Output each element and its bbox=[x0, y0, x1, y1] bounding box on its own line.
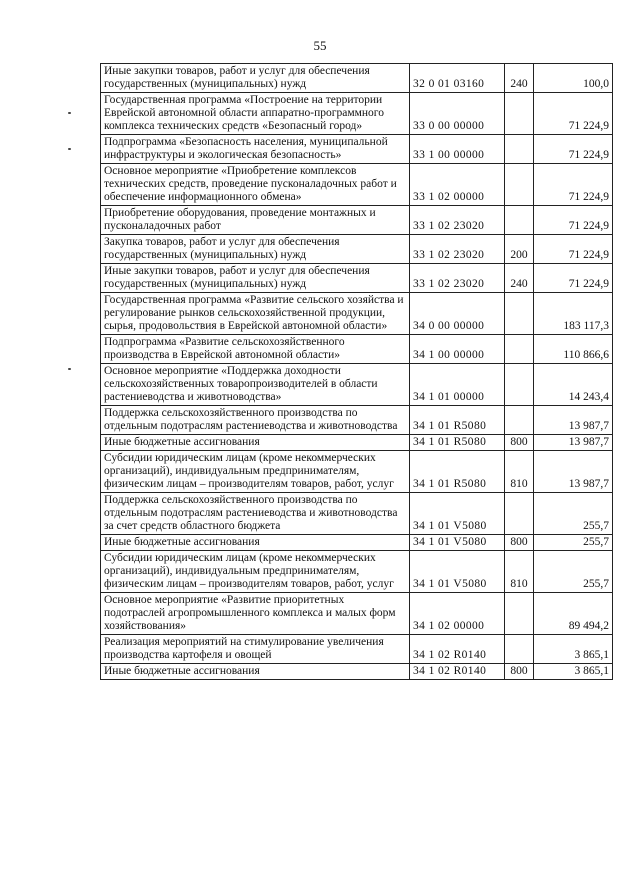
row-name: Иные бюджетные ассигнования bbox=[101, 664, 410, 680]
row-expense-type bbox=[505, 335, 534, 364]
row-code: 34 0 00 00000 bbox=[410, 293, 505, 335]
row-code: 34 1 02 00000 bbox=[410, 593, 505, 635]
row-amount: 71 224,9 bbox=[534, 206, 613, 235]
table-row bbox=[101, 235, 613, 264]
row-amount: 13 987,7 bbox=[534, 435, 613, 451]
row-name: Государственная программа «Развитие сельского хозяйства и регулирование рынков сельскохозяйственной продукции, сырья, продовольствия в Еврейской автономной области» bbox=[101, 293, 410, 335]
row-amount: 13 987,7 bbox=[534, 451, 613, 493]
row-expense-type: 810 bbox=[505, 451, 534, 493]
row-name: Подпрограмма «Безопасность населения, муниципальной инфраструктуры и экологическая безопасность» bbox=[101, 135, 410, 164]
row-expense-type: 200 bbox=[505, 235, 534, 264]
table-row bbox=[101, 293, 613, 335]
row-code: 34 1 01 V5080 bbox=[410, 535, 505, 551]
row-amount: 255,7 bbox=[534, 551, 613, 593]
table-row bbox=[101, 406, 613, 435]
row-name: Основное мероприятие «Развитие приоритетных подотраслей агропромышленного комплекса и малых форм хозяйствования» bbox=[101, 593, 410, 635]
row-expense-type bbox=[505, 364, 534, 406]
row-code: 34 1 01 R5080 bbox=[410, 406, 505, 435]
row-amount: 89 494,2 bbox=[534, 593, 613, 635]
row-expense-type: 800 bbox=[505, 664, 534, 680]
row-amount: 71 224,9 bbox=[534, 93, 613, 135]
row-name: Поддержка сельскохозяйственного производства по отдельным подотраслям растениеводства и животноводства bbox=[101, 406, 410, 435]
row-expense-type: 800 bbox=[505, 435, 534, 451]
row-amount: 3 865,1 bbox=[534, 664, 613, 680]
table-row bbox=[101, 335, 613, 364]
table-row bbox=[101, 635, 613, 664]
row-amount: 183 117,3 bbox=[534, 293, 613, 335]
row-code: 34 1 00 00000 bbox=[410, 335, 505, 364]
row-code: 34 1 01 V5080 bbox=[410, 493, 505, 535]
row-code: 34 1 02 R0140 bbox=[410, 635, 505, 664]
row-expense-type bbox=[505, 406, 534, 435]
row-expense-type bbox=[505, 93, 534, 135]
row-name: Поддержка сельскохозяйственного производства по отдельным подотраслям растениеводства и животноводства за счет средств областного бюджета bbox=[101, 493, 410, 535]
row-code: 33 1 02 23020 bbox=[410, 235, 505, 264]
row-name: Иные бюджетные ассигнования bbox=[101, 435, 410, 451]
row-code: 33 0 00 00000 bbox=[410, 93, 505, 135]
row-expense-type: 240 bbox=[505, 264, 534, 293]
row-code: 34 1 01 V5080 bbox=[410, 551, 505, 593]
row-amount: 255,7 bbox=[534, 493, 613, 535]
table-row bbox=[101, 135, 613, 164]
row-name: Реализация мероприятий на стимулирование увеличения производства картофеля и овощей bbox=[101, 635, 410, 664]
row-amount: 13 987,7 bbox=[534, 406, 613, 435]
row-expense-type bbox=[505, 293, 534, 335]
row-code: 33 1 02 00000 bbox=[410, 164, 505, 206]
row-name: Субсидии юридическим лицам (кроме некоммерческих организаций), индивидуальным предпринимателям, физическим лицам – производителям товаров, работ, услуг bbox=[101, 451, 410, 493]
row-code: 32 0 01 03160 bbox=[410, 64, 505, 93]
row-name: Приобретение оборудования, проведение монтажных и пусконаладочных работ bbox=[101, 206, 410, 235]
row-amount: 110 866,6 bbox=[534, 335, 613, 364]
scan-mark bbox=[68, 368, 71, 370]
row-expense-type bbox=[505, 493, 534, 535]
table-row bbox=[101, 164, 613, 206]
row-expense-type bbox=[505, 164, 534, 206]
row-amount: 255,7 bbox=[534, 535, 613, 551]
row-code: 33 1 00 00000 bbox=[410, 135, 505, 164]
row-name: Государственная программа «Построение на территории Еврейской автономной области аппаратно-программного комплекса технических средств «Безопасный город» bbox=[101, 93, 410, 135]
row-expense-type bbox=[505, 135, 534, 164]
page-number: 55 bbox=[313, 38, 327, 53]
row-expense-type bbox=[505, 635, 534, 664]
row-amount: 14 243,4 bbox=[534, 364, 613, 406]
table-row bbox=[101, 364, 613, 406]
row-amount: 71 224,9 bbox=[534, 264, 613, 293]
row-code: 34 1 01 R5080 bbox=[410, 451, 505, 493]
table-row bbox=[101, 451, 613, 493]
row-code: 34 1 02 R0140 bbox=[410, 664, 505, 680]
row-amount: 71 224,9 bbox=[534, 164, 613, 206]
budget-table bbox=[100, 63, 613, 680]
row-expense-type bbox=[505, 593, 534, 635]
table-row bbox=[101, 493, 613, 535]
row-amount: 3 865,1 bbox=[534, 635, 613, 664]
row-name: Основное мероприятие «Приобретение комплексов технических средств, проведение пусконаладочных работ и обеспечение информационного обмена» bbox=[101, 164, 410, 206]
row-code: 34 1 01 00000 bbox=[410, 364, 505, 406]
row-name: Иные закупки товаров, работ и услуг для обеспечения государственных (муниципальных) нужд bbox=[101, 264, 410, 293]
row-name: Основное мероприятие «Поддержка доходности сельскохозяйственных товаропроизводителей в области растениеводства и животноводства» bbox=[101, 364, 410, 406]
scan-mark bbox=[68, 112, 71, 114]
table-row bbox=[101, 435, 613, 451]
row-name: Субсидии юридическим лицам (кроме некоммерческих организаций), индивидуальным предпринимателям, физическим лицам – производителям товаров, работ, услуг bbox=[101, 551, 410, 593]
table-row bbox=[101, 206, 613, 235]
row-name: Закупка товаров, работ и услуг для обеспечения государственных (муниципальных) нужд bbox=[101, 235, 410, 264]
table-row bbox=[101, 535, 613, 551]
row-amount: 71 224,9 bbox=[534, 235, 613, 264]
row-amount: 71 224,9 bbox=[534, 135, 613, 164]
row-name: Иные закупки товаров, работ и услуг для обеспечения государственных (муниципальных) нужд bbox=[101, 64, 410, 93]
table-row bbox=[101, 551, 613, 593]
table-row bbox=[101, 664, 613, 680]
row-expense-type: 800 bbox=[505, 535, 534, 551]
table-row bbox=[101, 64, 613, 93]
table-row bbox=[101, 593, 613, 635]
row-name: Подпрограмма «Развитие сельскохозяйственного производства в Еврейской автономной области» bbox=[101, 335, 410, 364]
row-amount: 100,0 bbox=[534, 64, 613, 93]
row-expense-type: 810 bbox=[505, 551, 534, 593]
row-code: 33 1 02 23020 bbox=[410, 206, 505, 235]
table-row bbox=[101, 264, 613, 293]
scan-mark bbox=[68, 148, 71, 150]
row-expense-type bbox=[505, 206, 534, 235]
row-name: Иные бюджетные ассигнования bbox=[101, 535, 410, 551]
row-code: 33 1 02 23020 bbox=[410, 264, 505, 293]
table-row bbox=[101, 93, 613, 135]
row-expense-type: 240 bbox=[505, 64, 534, 93]
row-code: 34 1 01 R5080 bbox=[410, 435, 505, 451]
